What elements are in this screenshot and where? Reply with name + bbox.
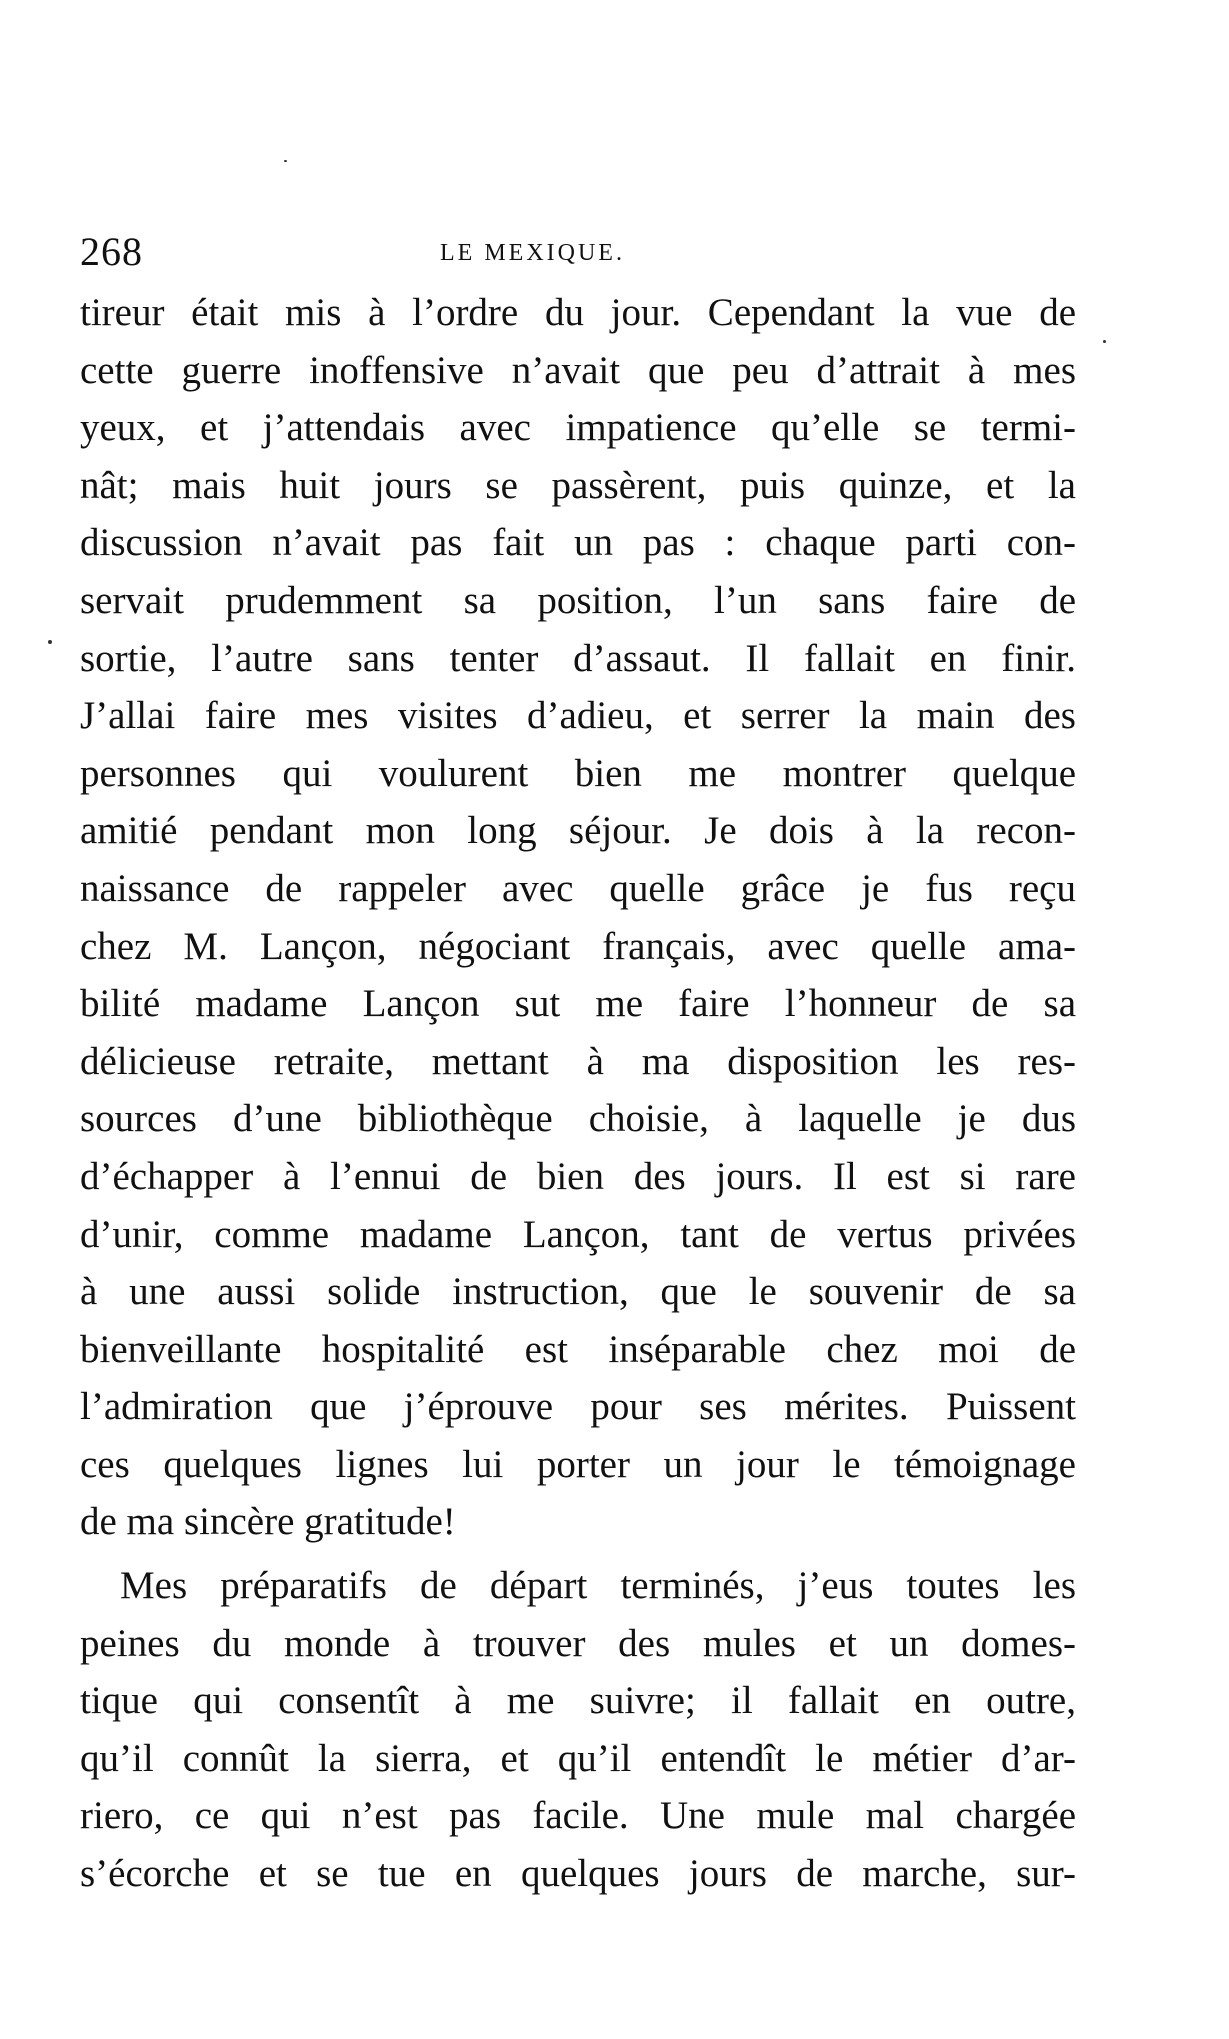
- text-line: d’unir, comme madame Lançon, tant de vertus privées: [80, 1212, 1076, 1256]
- text-line: d’échapper à l’ennui de bien des jours. Il est si rare: [80, 1154, 1076, 1198]
- page-header: [80, 228, 1080, 276]
- ink-speck: [48, 640, 52, 644]
- text-line: amitié pendant mon long séjour. Je dois à la recon-: [80, 809, 1076, 853]
- text-line: servait prudemment sa position, l’un sans faire de: [80, 578, 1076, 622]
- text-line: J’allai faire mes visites d’adieu, et serrer la main des: [80, 694, 1076, 738]
- text-line: Mes préparatifs de départ terminés, j’eus toutes les: [120, 1564, 1076, 1608]
- body-text: [80, 284, 1076, 1903]
- text-line: sortie, l’autre sans tenter d’assaut. Il fallait en finir.: [80, 636, 1076, 680]
- text-line: discussion n’avait pas fait un pas : chaque parti con-: [80, 521, 1076, 565]
- text-line: peines du monde à trouver des mules et un domes-: [80, 1621, 1076, 1665]
- text-line: naissance de rappeler avec quelle grâce je fus reçu: [80, 866, 1076, 910]
- text-line: nât; mais huit jours se passèrent, puis quinze, et la: [80, 463, 1076, 507]
- text-line: yeux, et j’attendais avec impatience qu’elle se termi-: [80, 406, 1076, 450]
- text-line: tique qui consentît à me suivre; il fallait en outre,: [80, 1679, 1076, 1723]
- ink-speck: [284, 160, 287, 162]
- paragraph-2: [80, 1557, 1076, 1903]
- text-line: riero, ce qui n’est pas facile. Une mule mal chargée: [80, 1794, 1076, 1838]
- text-line: de ma sincère gratitude!: [80, 1500, 456, 1544]
- page-number: 268: [80, 229, 143, 274]
- text-line: tireur était mis à l’ordre du jour. Cependant la vue de: [80, 291, 1076, 334]
- paragraph-1: [80, 284, 1076, 1551]
- text-line: sources d’une bibliothèque choisie, à laquelle je dus: [80, 1097, 1076, 1141]
- text-line: délicieuse retraite, mettant à ma disposition les res-: [80, 1039, 1076, 1083]
- running-title: LE MEXIQUE.: [440, 240, 625, 266]
- text-line: personnes qui voulurent bien me montrer quelque: [80, 751, 1076, 795]
- text-line: ces quelques lignes lui porter un jour le témoignage: [80, 1442, 1076, 1486]
- text-line: qu’il connût la sierra, et qu’il entendît le métier d’ar-: [80, 1736, 1076, 1780]
- text-line: s’écorche et se tue en quelques jours de marche, sur-: [80, 1852, 1076, 1896]
- text-line: bienveillante hospitalité est inséparable chez moi de: [80, 1327, 1076, 1371]
- text-line: à une aussi solide instruction, que le souvenir de sa: [80, 1270, 1076, 1314]
- ink-speck: [1103, 340, 1106, 343]
- text-line: l’admiration que j’éprouve pour ses mérites. Puissent: [80, 1385, 1076, 1429]
- text-line: chez M. Lançon, négociant français, avec quelle ama-: [80, 924, 1076, 968]
- text-line: bilité madame Lançon sut me faire l’honneur de sa: [80, 982, 1076, 1026]
- text-line: cette guerre inoffensive n’avait que peu d’attrait à mes: [80, 348, 1076, 392]
